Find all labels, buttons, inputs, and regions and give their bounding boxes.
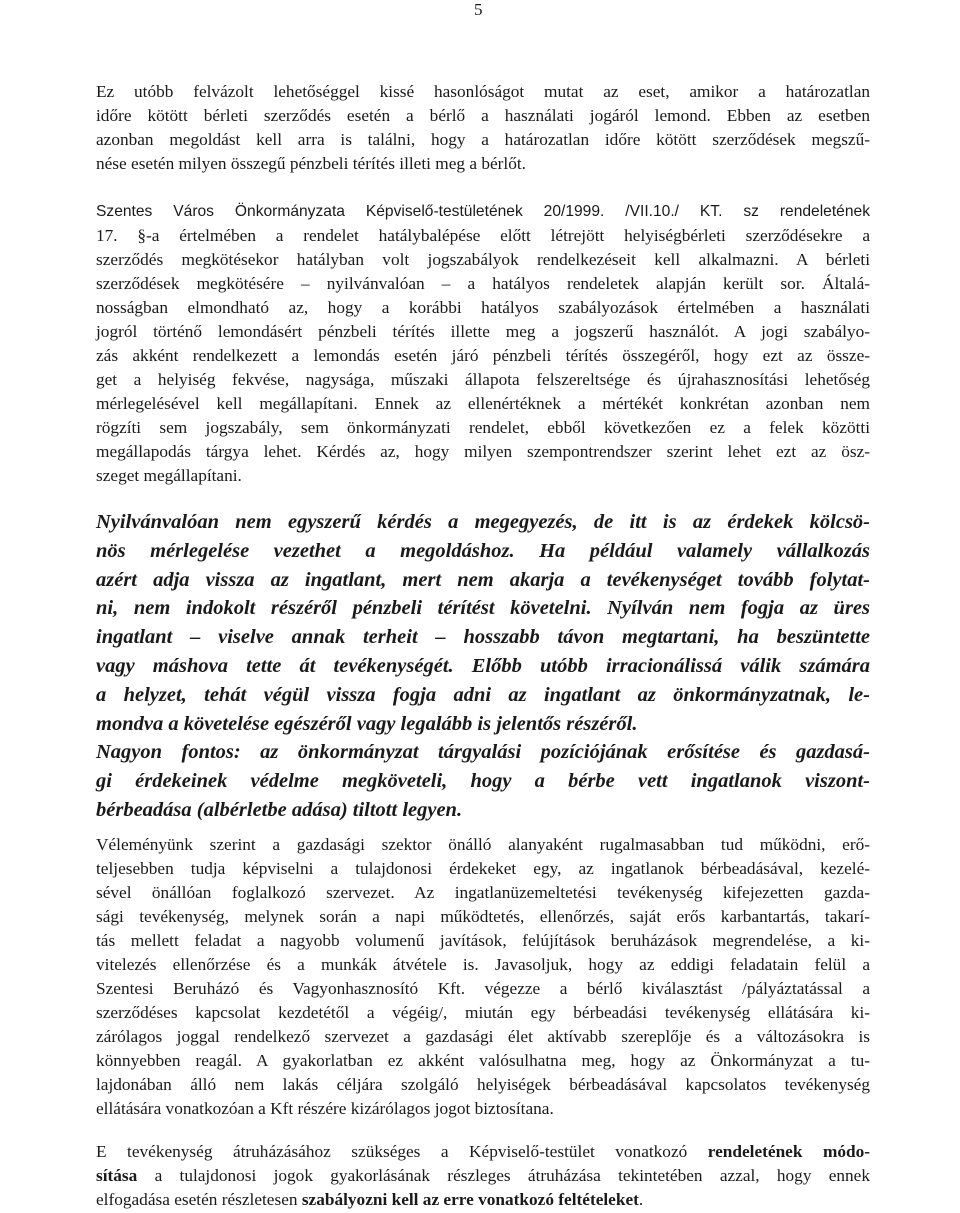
text-line: sági tevékenység, melynek során a napi működtetés, ellenőrzés, saját erős karbantartás, takarí- [96,907,870,926]
text-line: get a helyiség fekvése, nagysága, műszaki állapota felszereltsége és újrahasznosítási lehetőség [96,370,870,389]
text-line: Véleményünk szerint a gazdasági szektor önálló alanyaként rugalmasabban tud működni, erő- [96,835,870,854]
bold-run: rendeletének módo- [707,1142,870,1161]
bold-run: sítása [96,1166,138,1185]
emphasis-line: ingatlant – viselve annak terheit – hosszabb távon megtartani, ha beszüntette [96,626,870,649]
text-line: Szentesi Beruházó és Vagyonhasznosító Kft. végezze a bérlő kiválasztást /pályáztatással a [96,979,870,998]
text-line: könnyebben reagál. A gyakorlatban ez akként valósulhatna meg, hogy az Önkormányzat a tu- [96,1051,870,1070]
text-line: sével önállóan foglalkozó szervezet. Az ingatlanüzemeltetési tevékenység kifejezetten gazda- [96,883,870,902]
text-line: nosságban elmondható az, hogy a korábbi hatályos szabályozások értelmében a használati [96,298,870,317]
emphasis-line: Nagyon fontos: az önkormányzat tárgyalási pozíciójának erősítése és gazdasá- [96,741,870,764]
emphasis-line: nös mérlegelése vezethet a megoldáshoz. Ha például valamely vállalkozás [96,539,870,562]
text-line: megállapodás tárgya lehet. Kérdés az, hogy milyen szempontrendszer szerint lehet ezt az ösz- [96,442,870,461]
text-line: mérlegelésével kell megállapítani. Ennek az ellenértéknek a mértékét konkrétan azonban nem [96,394,870,413]
emphasis-line: a helyzet, tehát végül vissza fogja adni az ingatlant az önkormányzatnak, le- [96,683,870,706]
text-line: Szentes Város Önkormányzata Képviselő-testületének 20/1999. /VII.10./ KT. sz rendeletének [96,203,870,220]
text-line: 17. §-a értelmében a rendelet hatálybalépése előtt létrejött helyiségbérleti szerződésekre a [96,226,870,245]
emphasis-line: mondva a követelése egészéről vagy legalább is jelentős részéről. [96,712,638,735]
emphasis-line: gi érdekeinek védelme megköveteli, hogy a bérbe vett ingatlanok viszont- [96,770,870,793]
text-run: a tulajdonosi jogok gyakorlásának részleges átruházása tekintetében azzal, hogy ennek [137,1166,870,1185]
paragraph-regulation [96,200,870,488]
text-line [96,1164,870,1188]
text-line: szeget megállapítani. [96,466,242,485]
emphasis-line: vagy máshova tette át tevékenységét. Előbb utóbb irracionálissá válik számára [96,654,870,677]
page-number: 5 [474,0,483,19]
text-line: zárólagos joggal rendelkező szervezet a gazdasági élet aktívabb szereplője és a változásokra is [96,1027,870,1046]
paragraph-proposal [96,833,870,1121]
bold-run: szabályozni kell az erre vonatkozó feltételeket [301,1190,639,1209]
emphasis-line: azért adja vissza az ingatlant, mert nem akarja a tevékenységet tovább folytat- [96,568,870,591]
emphasis-line: Nyilvánvalóan nem egyszerű kérdés a megegyezés, de itt is az érdekek kölcsö- [96,511,870,533]
emphasis-block [96,508,870,825]
paragraph-intro [96,80,870,176]
text-line [96,1140,870,1164]
text-line: szerződéses kapcsolat kezdetétől a végéig/, miután egy bérbeadási tevékenység ellátására ki- [96,1003,870,1022]
paragraph-conclusion [96,1140,870,1212]
text-line: Ez utóbb felvázolt lehetőséggel kissé hasonlóságot mutat az eset, amikor a határozatlan [96,82,870,101]
text-run: E tevékenység átruházásához szükséges a Képviselő-testület vonatkozó [96,1142,708,1161]
text-line: rögzíti sem jogszabály, sem önkormányzati rendelet, ebből következően ez a felek közötti [96,418,870,437]
text-run: . [638,1190,644,1209]
text-run: elfogadása esetén részletesen [96,1190,302,1209]
text-line: teljesebben tudja képviselni a tulajdonosi érdekeket egy, az ingatlanok bérbeadásával, kezelé- [96,859,870,878]
text-line: vitelezés ellenőrzése és a munkák átvétele is. Javasoljuk, hogy az eddigi feladatain felül a [96,955,870,974]
text-line: tás mellett feladat a nagyobb volumenű javítások, felújítások beruházások megrendelése, a ki- [96,931,870,950]
text-line [96,1188,870,1212]
text-line: zás akként rendelkezett a lemondás esetén járó pénzbeli térítés összegéről, hogy ezt az össze- [96,346,870,365]
text-line: szerződések megkötésére – nyilvánvalóan – a hatályos rendeletek alapján került sor. Általá- [96,274,870,293]
text-line: ellátására vonatkozóan a Kft részére kizárólagos jogot biztosítana. [96,1099,554,1118]
text-line: jogról történő lemondásért pénzbeli térítés illette meg a jogszerű használót. A jogi szabályo- [96,322,870,341]
text-line: időre kötött bérleti szerződés esetén a bérlő a használati jogáról lemond. Ebben az esetben [96,106,870,125]
text-line: nése esetén milyen összegű pénzbeli térítés illeti meg a bérlőt. [96,154,526,173]
emphasis-line: bérbeadása (albérletbe adása) tiltott legyen. [96,798,463,821]
text-line: azonban megoldást kell arra is találni, hogy a határozatlan időre kötött szerződések megszű- [96,130,870,149]
emphasis-line: ni, nem indokolt részéről pénzbeli térítést követelni. Nyílván nem fogja az üres [96,597,870,620]
text-line: szerződés megkötésekor hatályban volt jogszabályok rendelkezéseit kell alkalmazni. A bérleti [96,250,870,269]
text-line: lajdonában álló nem lakás céljára szolgáló helyiségek bérbeadásával kapcsolatos tevékenység [96,1075,870,1094]
